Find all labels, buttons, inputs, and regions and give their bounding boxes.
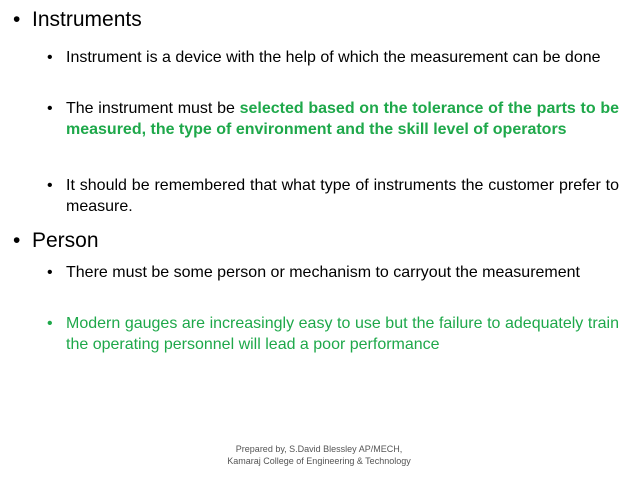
list-item — [47, 47, 619, 68]
bullet-text: There must be some person or mechanism to carryout the measurement — [66, 264, 580, 281]
bullet-icon: • — [47, 264, 53, 281]
footer-author: Prepared by, S.David Blessley AP/MECH, — [235, 444, 403, 454]
list-item — [47, 175, 619, 217]
bullet-icon: • — [13, 8, 21, 31]
highlighted-text: selected based on the tolerance of the parts to be measured, the type of environment and the skill level of operators — [66, 100, 619, 138]
list-item — [47, 262, 619, 283]
footer — [0, 443, 638, 467]
bullet-text: It should be remembered that what type of instruments the customer prefer to measure. — [66, 177, 619, 215]
bullet-icon: • — [47, 49, 53, 66]
footer-institution: Kamaraj College of Engineering & Technology — [227, 456, 411, 466]
bullet-icon: • — [47, 315, 53, 332]
bullet-icon: • — [47, 177, 53, 194]
bullet-text: Modern gauges are increasingly easy to use but the failure to adequately train the operating personnel will lead a poor performance — [66, 315, 619, 353]
section-heading-person: • Person — [13, 229, 99, 252]
list-item — [47, 313, 619, 355]
bullet-text: The instrument must be — [66, 100, 240, 117]
bullet-text: Instrument is a device with the help of which the measurement can be done — [66, 49, 601, 66]
section-heading-instruments: • Instruments — [13, 8, 142, 31]
list-item — [47, 98, 619, 140]
bullet-icon: • — [13, 229, 21, 252]
bullet-icon: • — [47, 100, 53, 117]
